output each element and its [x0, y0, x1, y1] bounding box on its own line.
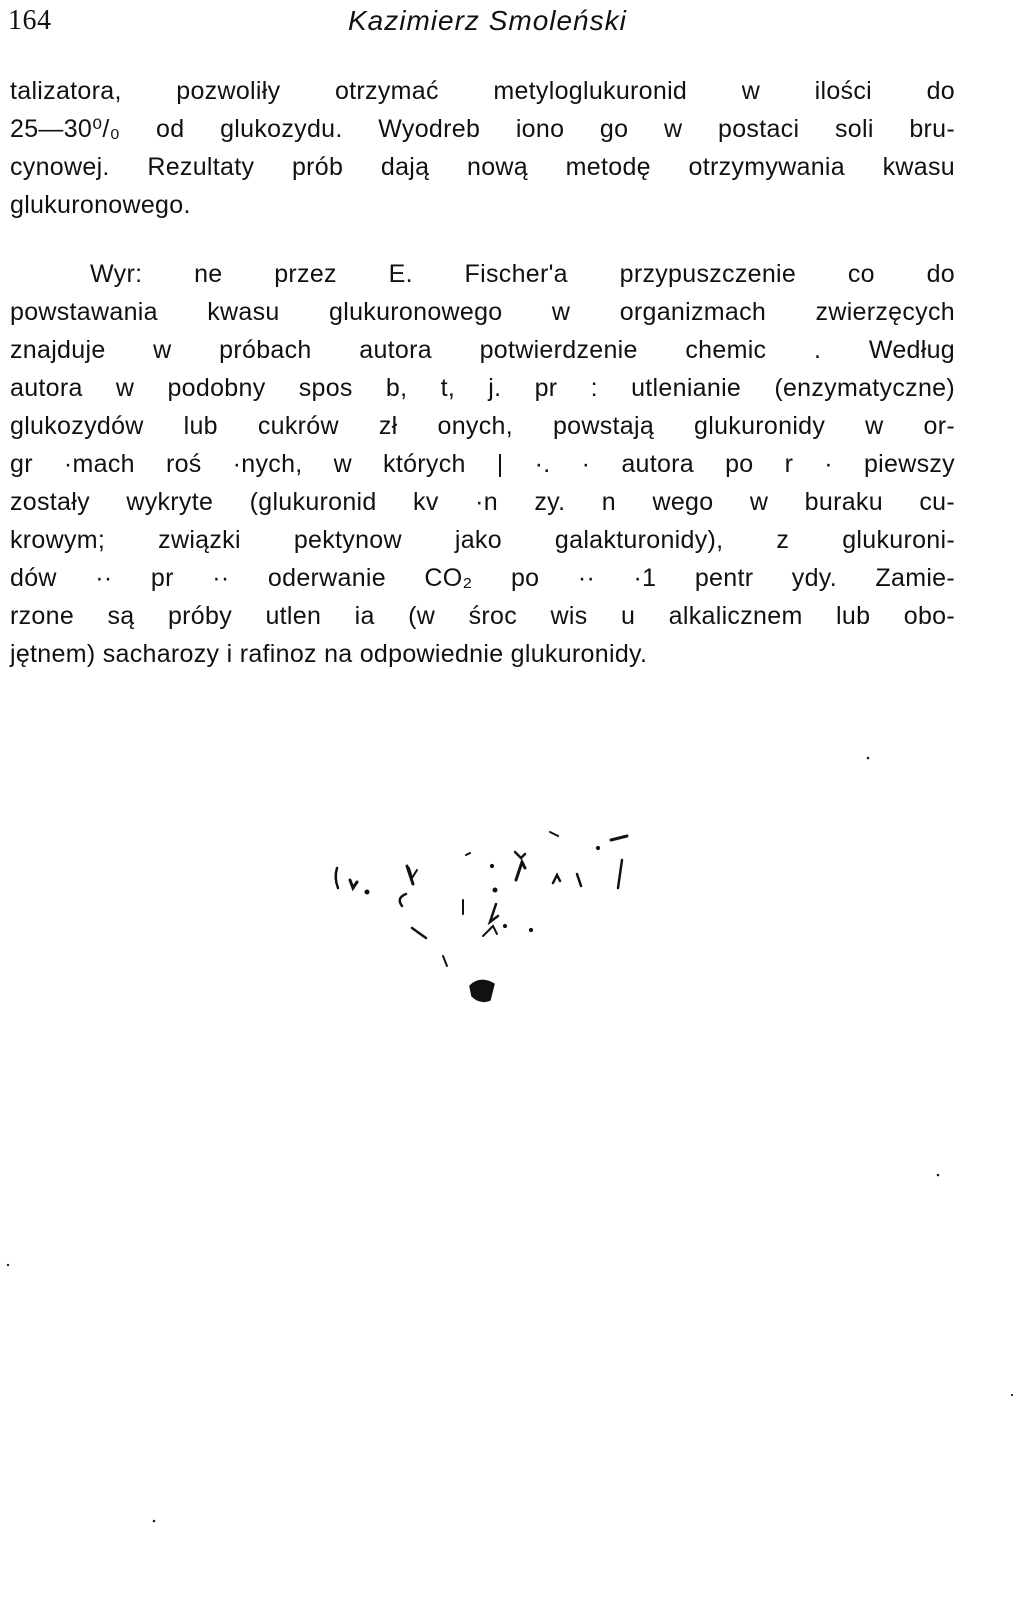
running-head: Kazimierz Smoleński: [348, 5, 627, 36]
text-line: powstawania kwasu glukuronowego w organizmach zwierzęcych: [10, 298, 955, 326]
text-line: gr ·mach roś ·nych, w których | ·. · autora po r · piewszy: [10, 450, 955, 478]
dust-specks: [7, 757, 1013, 1523]
text-line: zostały wykryte (glukuronid kv ·n zy. n wego w buraku cu-: [10, 488, 955, 516]
paragraph: [10, 72, 955, 224]
text-line: krowym; związki pektynow jako galakturonidy), z glukuroni-: [10, 526, 955, 554]
page-header: [0, 0, 1024, 50]
text-line: Wyr: ne przez E. Fischer'a przypuszczenie co do: [90, 260, 955, 288]
text-line: autora w podobny spos b, t, j. pr : utlenianie (enzymatyczne): [10, 374, 955, 402]
text-line: glukozydów lub cukrów zł onych, powstają glukuronidy w or-: [10, 412, 955, 440]
text-line: dów ·· pr ·· oderwanie CO₂ po ·· ·1 pentr ydy. Zamie-: [10, 564, 955, 592]
text-line: znajduje w próbach autora potwierdzenie chemic . Według: [10, 336, 955, 364]
text-line: glukuronowego.: [10, 191, 191, 219]
text-line: jętnem) sacharozy i rafinoz na odpowiednie glukuronidy.: [10, 640, 648, 668]
paragraph: [10, 255, 955, 673]
text-line: 25—30⁰/₀ od glukozydu. Wyodreb iono go w postaci soli bru-: [10, 115, 955, 143]
text-line: rzone są próby utlen ia (w śroc wis u alkalicznem lub obo-: [10, 602, 955, 630]
body-text: [10, 72, 955, 673]
text-line: talizatora, pozwoliły otrzymać metyloglukuronid w ilości do: [10, 77, 955, 105]
ink-smudge-cluster: [336, 832, 627, 1001]
page-number: 164: [8, 5, 52, 36]
text-line: cynowej. Rezultaty prób dają nową metodę otrzymywania kwasu: [10, 153, 955, 181]
